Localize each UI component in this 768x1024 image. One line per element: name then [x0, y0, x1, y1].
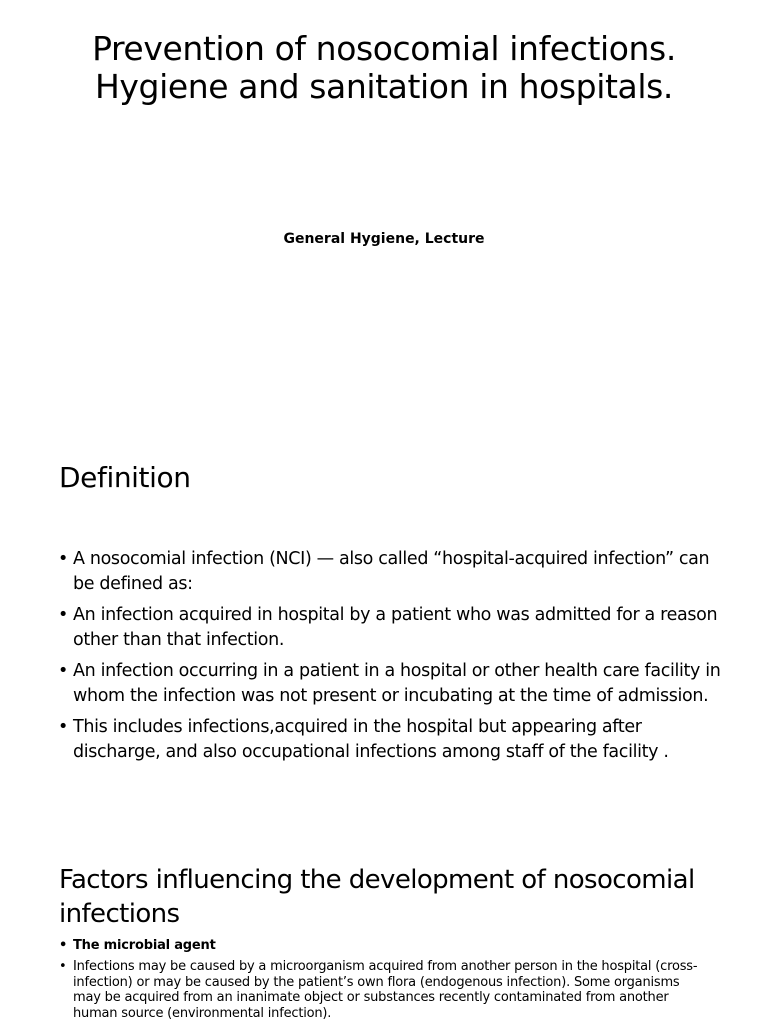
bullet-icon: •	[59, 959, 67, 974]
factors-item	[59, 959, 699, 1021]
presentation-title: Prevention of nosocomial infections. Hygiene and sanitation in hospitals.	[92, 29, 676, 106]
definition-list	[58, 547, 728, 771]
bullet-icon: •	[58, 717, 68, 737]
bullet-icon: •	[59, 938, 68, 953]
bullet-icon: •	[58, 549, 68, 569]
factors-slide	[0, 855, 768, 1024]
definition-heading: Definition	[59, 461, 191, 494]
definition-item-text: This includes infections,acquired in the hospital but appearing after discharge, and also occupational infections among staff of the facility .	[73, 717, 669, 762]
definition-item-text: A nosocomial infection (NCI) — also called “hospital-acquired infection” can be defined as:	[73, 549, 710, 594]
factors-item-text: Infections may be caused by a microorganism acquired from another person in the hospital (cross-infection) or may be caused by the patient’s own flora (endogenous infection). Some organisms may be acquired from an inanimate object or substances recently contaminated from another human source (environmental infection).	[73, 959, 698, 1021]
factors-item	[59, 937, 699, 955]
presentation-subtitle: General Hygiene, Lecture	[283, 231, 485, 247]
definition-item-text: An infection acquired in hospital by a patient who was admitted for a reason other than that infection.	[73, 605, 718, 650]
bullet-icon: •	[58, 661, 68, 681]
definition-item	[58, 715, 728, 764]
bullet-icon: •	[58, 605, 68, 625]
factors-list	[59, 937, 699, 1021]
definition-item	[58, 603, 728, 652]
title-slide	[0, 0, 768, 430]
definition-item	[58, 547, 728, 596]
definition-item	[58, 659, 728, 708]
definition-item-text: An infection occurring in a patient in a hospital or other health care facility in whom the infection was not present or incubating at the time of admission.	[73, 661, 721, 706]
definition-slide	[0, 440, 768, 820]
factors-heading: Factors influencing the development of nosocomial infections	[59, 865, 695, 929]
factors-item-text: The microbial agent	[73, 938, 216, 953]
